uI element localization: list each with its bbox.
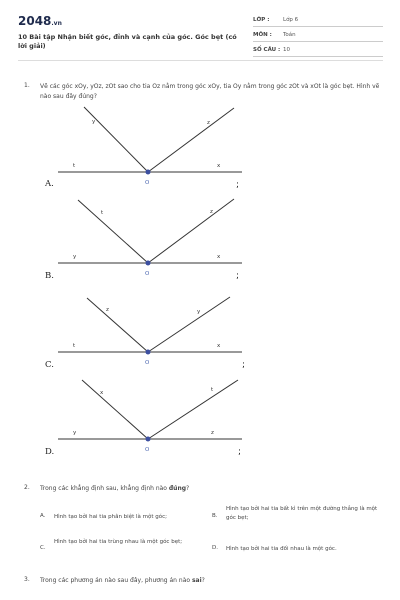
- question-2-number: 2.: [24, 484, 30, 491]
- q1-c-label-left: t: [73, 343, 76, 349]
- q1-c-label-right: x: [217, 343, 221, 349]
- q2-text-end: ?: [186, 485, 190, 492]
- q1-d-label-ray2: t: [211, 387, 214, 393]
- meta-label-count: SỐ CÂU :: [253, 47, 281, 53]
- question-2-text: [40, 484, 380, 494]
- q2-choice-b-letter[interactable]: B.: [212, 513, 218, 519]
- q2-choice-a-text[interactable]: Hình tạo bởi hai tia phân biệt là một góc;: [54, 514, 167, 520]
- q1-b-label-ray2: z: [210, 209, 213, 215]
- q1-c-label-ray2: y: [197, 309, 201, 315]
- q1-a-separator: ;: [236, 180, 240, 190]
- q1-d-ray-1: [82, 380, 148, 439]
- meta-value-count: 10: [283, 47, 290, 53]
- q1-a-label-left: t: [73, 163, 76, 169]
- logo-main: 2048: [18, 14, 52, 28]
- document-title: 10 Bài tập Nhận biết góc, đỉnh và cạnh của góc. Góc bẹt (có lời giải): [18, 33, 237, 50]
- q3-text-plain: Trong các phương án nào sau đây, phương án nào: [40, 577, 192, 584]
- q1-a-label-right: x: [217, 163, 221, 169]
- q1-a-label-origin: O: [145, 180, 150, 186]
- q1-option-d-letter[interactable]: D.: [45, 447, 55, 457]
- question-1-text: Vẽ các góc xOy, yOz, zOt sao cho tia Oz nằm trong góc xOy, tia Oy nằm trong góc zOt và xOt là góc bẹt. Hình vẽ nào sau đây đúng?: [40, 83, 380, 100]
- q1-c-separator: ;: [242, 360, 246, 370]
- q1-d-label-origin: O: [145, 447, 150, 453]
- q1-option-c-letter[interactable]: C.: [45, 360, 54, 370]
- q2-choice-d-text[interactable]: Hình tạo bởi hai tia đối nhau là một góc.: [226, 546, 337, 552]
- q1-d-label-ray1: x: [100, 390, 104, 396]
- q2-choice-c-letter[interactable]: C.: [40, 545, 46, 551]
- q2-choice-c-text[interactable]: Hình tạo bởi hai tia trùng nhau là một góc bẹt;: [54, 539, 183, 545]
- meta-value-class: Lớp 6: [283, 17, 299, 23]
- q1-b-label-origin: O: [145, 271, 150, 277]
- q1-d-separator: ;: [238, 447, 242, 457]
- q1-c-label-origin: O: [145, 360, 150, 366]
- question-1-number: 1.: [24, 82, 30, 89]
- q2-text-plain: Trong các khẳng định sau, khẳng định nào: [40, 485, 169, 492]
- q1-b-label-ray1: t: [101, 210, 104, 216]
- q2-choice-d-letter[interactable]: D.: [212, 545, 218, 551]
- q1-d-ray-2: [148, 380, 238, 439]
- q2-choice-b-text[interactable]: Hình tạo bởi hai tia bất kì trên một đường thẳng là một góc bẹt;: [226, 506, 378, 521]
- q1-a-label-ray2: z: [207, 120, 210, 126]
- q3-text-end: ?: [201, 577, 205, 584]
- meta-label-subject: MÔN :: [253, 32, 272, 38]
- q1-a-label-ray1: y: [92, 119, 96, 125]
- q2-text-bold: đúng: [168, 485, 187, 492]
- q1-d-origin-dot: [146, 437, 151, 442]
- q1-option-b-letter[interactable]: B.: [45, 271, 54, 281]
- question-3-text: [40, 576, 380, 586]
- logo-suffix: .vn: [51, 20, 62, 27]
- meta-value-subject: Toán: [283, 32, 296, 38]
- question-3-number: 3.: [24, 576, 30, 583]
- q1-b-label-right: x: [217, 254, 221, 260]
- q1-option-a-letter[interactable]: A.: [45, 179, 54, 189]
- q1-d-label-left: y: [73, 430, 77, 436]
- q1-b-separator: ;: [236, 271, 240, 281]
- q1-d-label-right: z: [211, 430, 214, 436]
- q3-text-bold: sai: [191, 577, 202, 584]
- q2-choice-a-letter[interactable]: A.: [40, 513, 46, 519]
- meta-label-class: LỚP :: [253, 17, 270, 23]
- q1-c-label-ray1: z: [106, 307, 109, 313]
- q1-b-label-left: y: [73, 254, 77, 260]
